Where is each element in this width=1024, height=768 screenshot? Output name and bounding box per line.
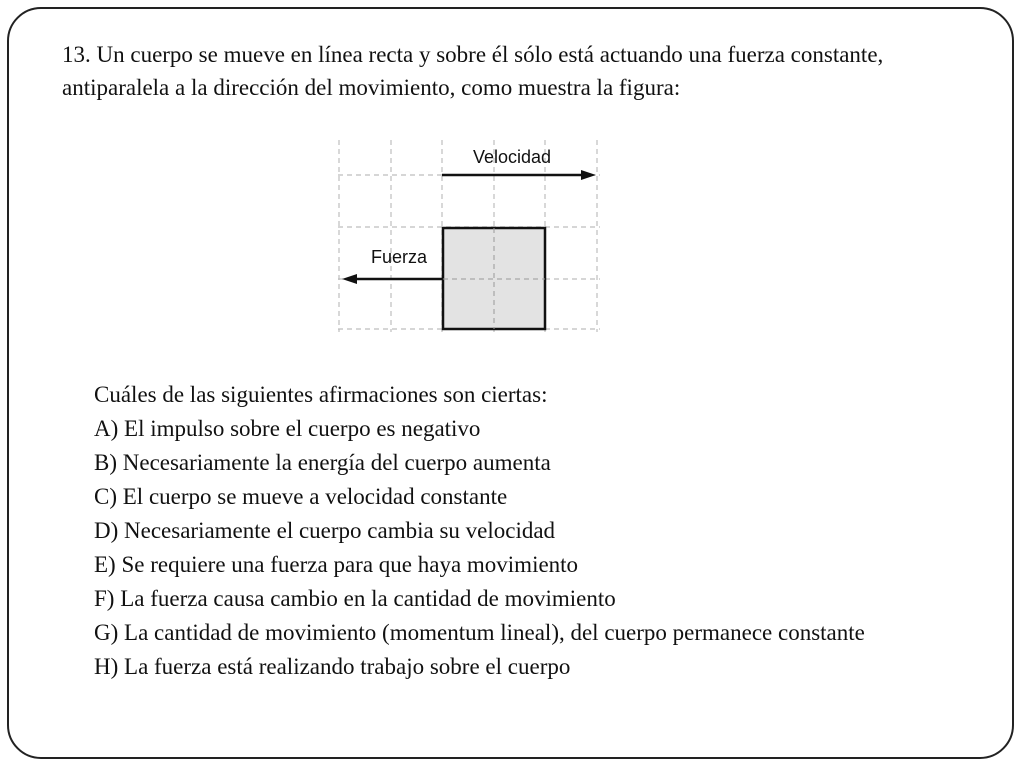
option-a: A) El impulso sobre el cuerpo es negativo (94, 416, 481, 441)
question-text: 13. Un cuerpo se mueve en línea recta y sobre él sólo está actuando una fuerza constante, antiparalela a la dirección del movimiento, como muestra la figura: (62, 42, 884, 100)
option-d: D) Necesariamente el cuerpo cambia su velocidad (94, 518, 556, 543)
velocity-arrowhead-icon (581, 170, 596, 180)
option-f: F) La fuerza causa cambio en la cantidad de movimiento (94, 586, 616, 611)
diagram-svg (338, 140, 603, 335)
force-velocity-diagram (338, 140, 603, 335)
answer-list (94, 378, 994, 684)
force-arrowhead-icon (342, 274, 357, 284)
option-h: H) La fuerza está realizando trabajo sobre el cuerpo (94, 654, 571, 679)
option-c: C) El cuerpo se mueve a velocidad constante (94, 484, 508, 509)
option-e: E) Se requiere una fuerza para que haya movimiento (94, 552, 579, 577)
option-b: B) Necesariamente la energía del cuerpo aumenta (94, 450, 551, 475)
list-prompt: Cuáles de las siguientes afirmaciones son ciertas: (94, 382, 548, 407)
force-label: Fuerza (371, 247, 428, 267)
velocity-label: Velocidad (473, 147, 552, 167)
option-g: G) La cantidad de movimiento (momentum lineal), del cuerpo permanece constante (94, 620, 865, 645)
